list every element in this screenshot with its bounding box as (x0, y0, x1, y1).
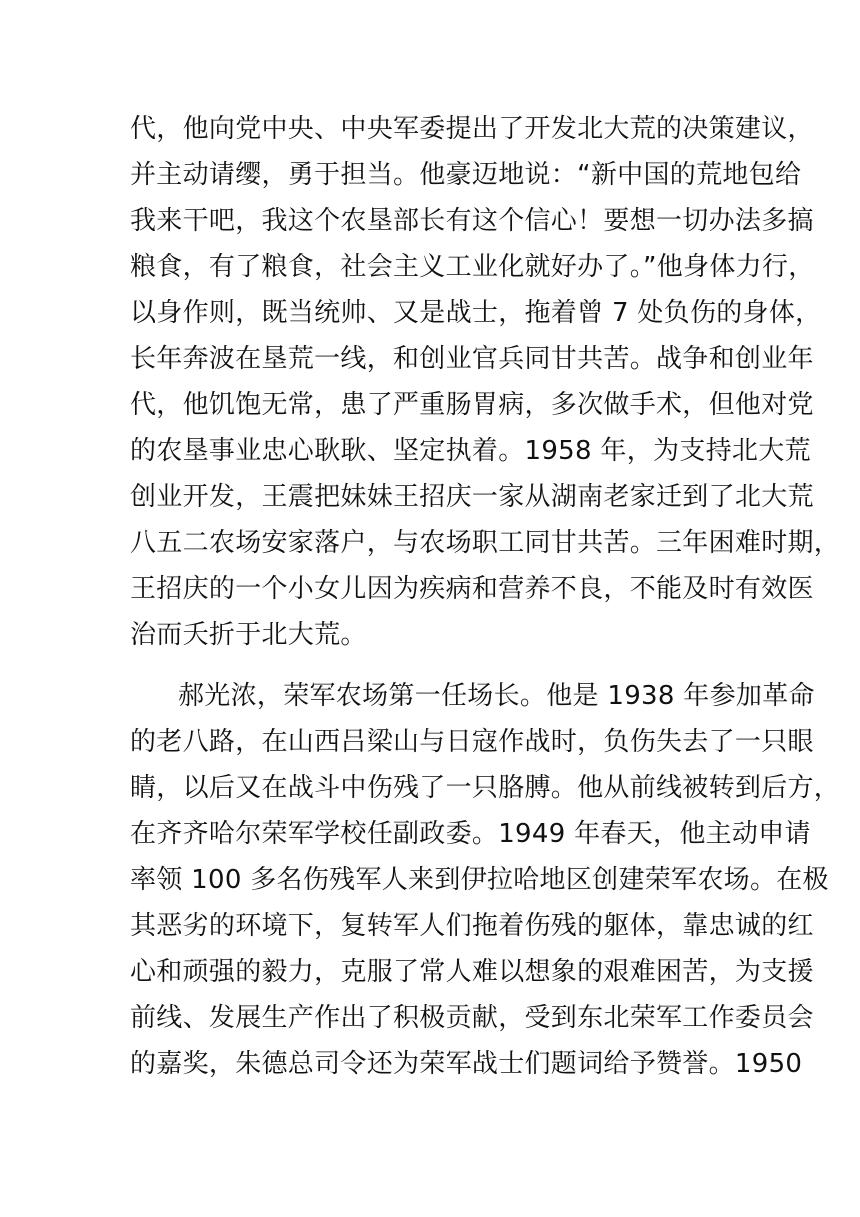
text-line: 长年奔波在垦荒一线，和创业官兵同甘共苦。战争和创业年 (130, 344, 814, 374)
text-line: 创业开发，王震把妹妹王招庆一家从湖南老家迁到了北大荒 (130, 482, 814, 512)
text-line: 郝光浓，荣军农场第一任场长。他是 1938 年参加革命 (178, 681, 815, 711)
text-line: 粮食，有了粮食，社会主义工业化就好办了。”他身体力行， (130, 252, 815, 282)
text-line: 以身作则，既当统帅、又是战士，拖着曾 7 处负伤的身体， (130, 298, 822, 328)
text-line: 王招庆的一个小女儿因为疾病和营养不良，不能及时有效医 (130, 574, 814, 604)
paragraph-1 (130, 106, 841, 658)
text-line: 的嘉奖，朱德总司令还为荣军战士们题词给予赞誉。1950 (130, 1049, 803, 1079)
text-line: 代，他向党中央、中央军委提出了开发北大荒的决策建议， (130, 114, 814, 144)
text-line: 在齐齐哈尔荣军学校任副政委。1949 年春天，他主动申请 (130, 819, 811, 849)
text-line: 前线、发展生产作出了积极贡献，受到东北荣军工作委员会 (130, 1003, 814, 1033)
text-line: 我来干吧，我这个农垦部长有这个信心！要想一切办法多搞 (130, 206, 814, 236)
text-line: 的老八路，在山西吕梁山与日寇作战时，负伤失去了一只眼 (130, 727, 814, 757)
text-line: 心和顽强的毅力，克服了常人难以想象的艰难困苦，为支援 (130, 957, 814, 987)
text-line: 的农垦事业忠心耿耿、坚定执着。1958 年，为支持北大荒 (130, 436, 811, 466)
text-line: 治而夭折于北大荒。 (130, 620, 367, 650)
text-line: 其恶劣的环境下，复转军人们拖着伤残的躯体，靠忠诚的红 (130, 911, 814, 941)
text-line: 代，他饥饱无常，患了严重肠胃病，多次做手术，但他对党 (130, 390, 814, 420)
paragraph-2 (130, 673, 841, 1087)
text-line: 并主动请缨，勇于担当。他豪迈地说：“新中国的荒地包给 (130, 160, 802, 190)
text-line: 八五二农场安家落户，与农场职工同甘共苦。三年困难时期， (130, 528, 841, 558)
text-line: 率领 100 多名伤残军人来到伊拉哈地区创建荣军农场。在极 (130, 865, 829, 895)
text-line: 睛，以后又在战斗中伤残了一只胳膊。他从前线被转到后方， (130, 773, 841, 803)
